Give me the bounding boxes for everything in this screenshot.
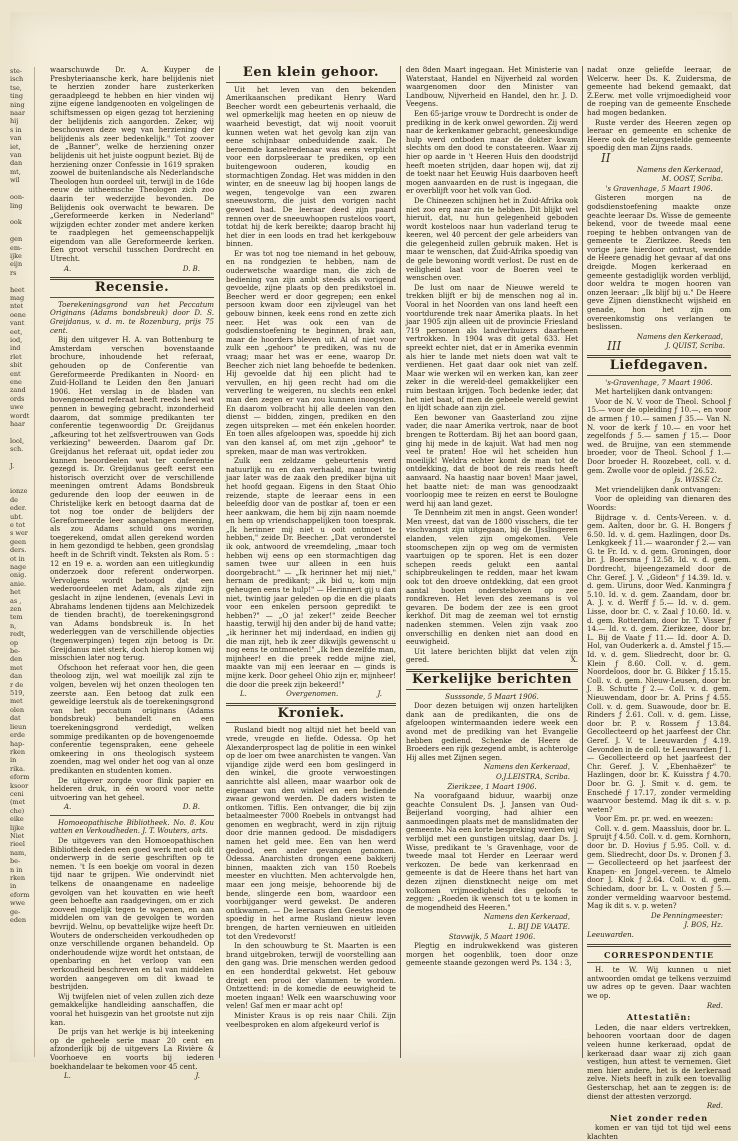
- strip-line: che): [10, 806, 25, 815]
- strip-line: eder.: [10, 504, 27, 513]
- paragraph: Plegtig en indrukwekkend was gisteren morgen het oogenblik, toen door onze gemeente staande gezongen werd Ps. 134 : 3,: [406, 941, 578, 968]
- strip-line: het: [10, 588, 21, 597]
- dateline: 's Gravenhage, 5 Maart 1906.: [605, 183, 713, 193]
- strip-line: ning: [10, 100, 25, 109]
- column-rule: [219, 66, 220, 1058]
- strip-line: ceni: [10, 789, 24, 798]
- strip-line: anie.: [10, 579, 27, 588]
- strip-line: (met: [10, 798, 26, 807]
- strip-line: lool,: [10, 436, 25, 445]
- strip-line: nage: [10, 562, 27, 571]
- paragraph: H. te W. Wij kunnen u niet antwoorden omdat ge telkens verzuimd uw adres op te geven. Daar wachten we op.: [587, 965, 731, 1000]
- strip-line: mt,: [10, 167, 21, 176]
- paragraph: Te Dennheim zit men in angst. Geen wonder! Men vreest, dat van de 1800 visschers, die ter vischvangst zijn uitgegaan, bij de IJsslingeren elanden, velen zijn omgekomen. Vele stoomschepen zijn op weg om de vermisten vaartuigen op te sporen. Het is een dozer schepen reeds gelukt een aantal schipbreukelingen te redden, maar het kwam ook tot den droeve ontdekking, dat een groot aantal booten ondersteboven op zee rondkreven. Het leven des zeemans is vol gevaren. De bodem der zee is een groot kerkhof. Dit mag de zeeman wel tot ernstig nadenken stemmen. Velen zijn vaak zoo onverschillig en denken niet aan dood en eeuwigheid.: [406, 508, 578, 647]
- paragraph: Coll. v. d. gem. Maassluis, door br. L. Spruijt ƒ 4.50. Coll. v. d. gem. Kornhorn, door br. D. Hovius ƒ 5.95. Coll. v. d. gem. Sliedrecht, door Ds. v. Dronen ƒ 3.— Gecollecteerd op het jaarfeest der Knapen- en Jongel.-vereen. te Almelo door J. Klok ƒ 2.64. Coll. v. d. gem. Schiedam, door br. L. v. Oosten ƒ 5.— zonder vermelding waarvoor bestemd. Mag ik dit s. v. p. weten?: [587, 823, 731, 911]
- dateline: Leeuwarden.: [587, 930, 634, 939]
- strip-line: rika.: [10, 764, 26, 773]
- signature: Namens den Kerkeraad,: [636, 165, 723, 174]
- paragraph: Na voorafgaand biduur, waarbij onze geachte Consulent Ds. J. Jansen van Oud-Beijerland voorging, had alhier een aanmoedingen plaats met de manslidmaten der gemeente. Na een korte bespreking werden wij verblijd met een gunstigen uitslag, daar Ds. J. Wisse, predikant te 's Gravenhage, voor de tweede maal tot Herder en Leeraar werd verkozen. De bede van kerkenraad en gemeente is dat de Heere thans het hart van dezen zijnen dienstknecht neige om met volkomen vrijmoedigheid des geloofs te zeggen: „Roeden ik wensch tot u te komen in de mogendheid des Heeren.": [406, 791, 578, 912]
- strip-line: eden: [10, 916, 27, 925]
- paragraph: Ofschoon het referaat voor hen, die geen theoloog zijn, wel wat moeilijk zal zijn te volgen, bevelen wij het onzen theologen ten zeerste aan. Een betoog dat zulk een geweldige leerstuk als de toerekeningsgrond van het peccatum originans (Adams bondsbreuk) behandelt en een toerekeningsgrond verdedigt, welken sommige predikanten op de bovengenoemde conferentie tegenspraken, eene geheele omkeering in ons theologisch systeem zoenden, mag wel onder het oog van al onze predikanten en studenten komen.: [50, 662, 214, 775]
- paragraph: Leden, die naar elders vertrekken, behooren voortaan door de dagen veleen hunne kerkeraad, opdat de kerkeraad daar waar zij zich gaan vestigen, hun attest te vernemen. Giet men hier andere, het is de kerkeraad zelve. Niets heeft in zulk een toevallig Gesterschap, het aan te zeggen is: de dienst der attesten verzorgd.: [587, 1022, 731, 1101]
- strip-line: ijke: [10, 251, 22, 260]
- strip-line: hap-: [10, 739, 25, 748]
- signature: Red.: [706, 1102, 723, 1111]
- strip-line: s wer: [10, 529, 28, 538]
- signature: Namens den Kerkeraad,: [483, 913, 570, 922]
- paragraph: Bij den uitgever H. A. van Bottenburg te Amsterdam verschen bovenstaande brochure, inhoudende het referaat, gehouden op de Conferentie van Gereformeerde Predikanten in Noord- en Zuid-Holland te Leiden den 8en Januari 1906. Het verslag in de bladen van bovengenoemd referaat heeft reeds heel wat pennen in beweging gebracht, inzonderheid daarom, dat sommige predikanten ter conferentie tegenwoordig Dr. Greijdanus „afkeuring tot het zelfsvertrouwen van Gods verkiezing" beweerden. Daarom gaf Dr. Greijdanus het referaat uit, opdat ieder zou kunnen beoordeelen wat ter conferentie gezegd is. Dr. Greijdanus geeft eerst een historisch overzicht over de verschillende meeningen omtrent Adams Bondsbreuk gedurende den loop der eeuwen in de Christelijke kerk en betoogt daarna dat de tot nog toe onder de belijders der Gereformeerde leer aangehangen meening, als zou Adams schuld ons worden toegerekend, omdat allen gerekend worden in hem gezondigd te hebben, geen grondslag heeft in de Schrift vindt. Teksten als Rom. 5 : 12 en 19 e. a. worden aan een uitlegkundig onderzoek door referent onderworpen. Vervolgens wordt betoogd dat een wederoordeelen met Adam, als zijnde zijn geslacht in zijne lendenen, (evenals Levi in Abrahams lendenen tijdens aan Melchizedek de tienden bracht), de toerekeningsgrond van Adams bondsbreuk is. In het wederleggen van de verschillende objecties (tegenwerpingen) tegen zijn betoog is Dr. Greijdanus niet sterk, doch hierop komen wij misschien later nog terug.: [50, 335, 214, 663]
- paragraph: Voor Em. pr. pr. wed. en weezen:: [595, 814, 714, 824]
- signature: M. OOST, Scriba.: [661, 175, 723, 184]
- signature: Red.: [706, 1001, 723, 1010]
- strip-line: redt,: [10, 630, 26, 639]
- strip-line: wil: [10, 176, 20, 185]
- divider: [587, 944, 731, 947]
- paragraph: Er was tot nog toe niemand in het gebouw, en na rondgezien te hebben, nam de ouderwetsche waardige man, die zich de bediening van zijn ambt steeds als vorigend gevoelde, zijne plaats op den predikstoel in. Beecher werd er door gegrepen; een enkel persoon kwam door een zijvleugel van het gebouw binnen, keek eens rond en zette zich neer. Het was ook een van de godsdienstoefening te beginnen, brak aan, maar de hoorders bleven uit. Al of niet voor zulk een „gehoor" te prediken, was nu de vraag; maar het was er eene, waarop Dr. Beecher zich niet lang behoefde te bedenken. Hij gevoelde dat hij een plicht had te vervullen, en hij geen recht had om die ververling te weigeren, nu slechts een enkel man den zegen er van zou kunnen inoogsten. En daarom volbracht hij alle deelen van den dienst — bidden, zingen, prediken en den zegen uitspreken — met één enkelen hoorder. En toen alles afgeloopen was, spoedde hij zich van den kansel af, om met zijn „gehoor" te spreken, maar de man was vertrokken.: [226, 248, 396, 456]
- strip-line: zen: [10, 605, 22, 613]
- strip-line: [10, 471, 34, 479]
- column-rule: [582, 66, 583, 1058]
- paragraph: Een 65-jarige vrouw te Dordrecht is onder de prediking in de kerk onwel geworden. Zij werd naar de kerkenkamer gebracht, geneeskundige hulp werd ontboden maar de dokter kwam slechts om den dood te constateeren. Waar zij hier op aarde in 't Heeren Huis den doodstrijd heeft moeten strijden, daar hopen wij, dat zij de toekt naar het Eeuwig Huis daarboven heeft mogen aanvaarden en de rust is ingegaan, die er overblijft voor het volk van God.: [406, 108, 578, 196]
- signature: A. D. B.: [64, 803, 200, 812]
- strip-line: naar: [10, 109, 26, 118]
- divider: [406, 689, 578, 690]
- heading-liefdegaven: Liefdegaven.: [609, 358, 709, 373]
- paragraph: Gisteren morgen na de godsdienstoefening maakte onze geachte leeraar Ds. Wisse de gemeente bekend, voor de tweede maal eene roeping te hebben ontvangen van de gemeente te Zierikzee. Reeds ten vorige jare hierdoor ontrust, wendde de Heere genadig het gevaar af dat ons dreigde. Mogen kerkeraad en gemeente gestadiglijk worden verblijd, door weldra te mogen hooren van onzen leeraar: „Ik blijf bij u." De Heere geve Zijnen dienstknecht wijsheid en genade, hon het zijn om overeenkomstig ons verlangen te beslissen.: [587, 193, 731, 332]
- strip-line: ntet: [10, 302, 24, 311]
- paragraph: De uitgevers van den Homoeopathischen Bibliotheek deden een goed werk met ook dit onderwerp in de serie geschriften op te nemen. 't Is een boekje om vooral in dezen tijd naar te grijpen. Wie ondervindt niet telkens de onaangename en nadeelige gevolgen van het kouvatten en wie heeft geen behoefte aan raadgevingen, om er zich zooveel mogelijk tegen te wapenen, en aan middelen om van de gevolgen te worden bevrijd. Welnu, op bevattelijke wijze heeft Dr. Wouters de onderscheiden verkoudheden op onze verschillende organen behandeld. Op onderhoudende wijze wordt het ontstaan, de openbaring en het verloop van een verkoudheid beschreven en tal van middelen worden aangegeven om dit kwaad te bestrijden.: [50, 836, 214, 992]
- signature: L. J.: [64, 1072, 200, 1081]
- strip-line: 519,: [10, 689, 25, 698]
- strip-line: [10, 479, 34, 487]
- previous-page-strip: [10, 67, 35, 1057]
- strip-line: gen: [10, 235, 23, 244]
- strip-line: in: [10, 882, 17, 891]
- handwritten-mark: III J. QUIST, Scriba.: [607, 339, 725, 354]
- signature: De Penningmeester:: [651, 911, 723, 920]
- book-title: Toerekeningsgrond van het Peccatum Originans (Adams bondsbreuk) door D. S. Greijdanus, v. d. m. te Rozenburg, prijs 75 cent.: [50, 299, 214, 335]
- strip-line: [10, 454, 34, 462]
- dateline: Susssonde, 5 Maart 1906.: [445, 691, 539, 701]
- paragraph: Zulk een zeldzame gebeurtenis werd natuurlijk nu en dan verhaald, maar twintig jaar later was de zaak den prediker bijna uit het hoofd gegaan. Eigens in den Staat Ohio reizende, stapte de leeraar eens in een beleefdig door van de postkar af, toen er een heer aankwam, die hem bij zijn naam noemde en hem op vriendschappelijken toon toesprak. „Ik herinner mij niet u ooit ontmoet te hebben," zeide Dr. Beecher. „Dat veronderstel ik ook, antwoord de vreemdeling, „maar toch hebben wij eens op een stormachtigen dag samen twee uur alleen in een huis doorgebracht." — „Ik herinner het mij niet," hernam de predikant; „ik bid u, kom mijn geheugen eens te hulp!" — Herinnert gij u dan niet, twintig jaar geleden op die en die plaats voor een enkelen persoon gepredikt te hebben?" — „O ja! zeker!" zeide Beecher haastig, terwijl hij den ander bij de hand vatte; „ik herinner het mij inderdaad, en indien gij die man zijt, heb ik zeer dikwijls gewenscht u nog eens te ontmoeten!" „Ik ben dezelfde man, mijnheer! en die preek redde mijne ziel, maakte van mij een leeraar en — ginds is mijne kerk. Door geheel Ohio zijn er, mijnheer! die door die preek zijn bekeerd!": [226, 456, 396, 689]
- strip-line: s in: [10, 125, 22, 134]
- strip-line: van: [10, 134, 22, 143]
- strip-line: met: [10, 663, 23, 672]
- strip-line: sch.: [10, 445, 24, 454]
- heading-attestatien: Attestatiën:: [626, 1012, 692, 1023]
- strip-line: onig.: [10, 571, 27, 580]
- newspaper-page: [10, 12, 732, 1141]
- strip-line: isch: [10, 75, 24, 84]
- paragraph: Voor de N. V. voor de Theol. School ƒ 15.— voor de opleiding ƒ 10.—, en voor de armen ƒ 10.— samen ƒ 35.— Van N. N. voor de kerk ƒ 10.— en voor het zegelfonds ƒ 5.— samen ƒ 15.— Door wed. de Bruijne, van een stemmende broeder, voor de Theol. School ƒ 1.— Door broeder H. Roozebeet, coll. v. d. gem. Zwolle voor de opleid. ƒ 26.52.: [587, 396, 731, 475]
- divider: [50, 297, 214, 298]
- column-3: [406, 66, 578, 1058]
- paragraph: Uit het leven van den bekenden Amerikaanschen predikant Henry Ward Beecher wordt een gebeurtenis verhaald, die wel opmerkelijk mag heeten en op nieuw de waarheid bevestigt, dat wij nooit vooruit kunnen weten wat het gevolg kan zijn van eene schijnbaar onbeduidende zaak. De beroemde kanselredenaar was eens verplicht voor een dorpsleeraar te prediken, op een buitengewoon ouderen, koudig en stormachtigen Zondag. Het was midden in den winter, en de sneeuw lag bij hoopen langs de wegen, tengevolge van een zwaren sneeuwstorm, die juist den vorigen nacht gewoed had. De leeraar deed zijn paard rennen over de sneeuwhoopen rusteloos voort, totdat hij de kerk bereikte; daarop bracht hij het dier in een loods en trad het kerkgebouw binnen.: [226, 84, 396, 249]
- article-intro: waarschuwde Dr. A. Kuyper de Presbyteriaansche kerk, hare belijdenis niet te herzien zonder hare zusterkerken geraadpleegd te hebben en hier vinden wij zijne eigene landgenooten en volgelingen de schiftsmessen op eigen gezag tot herziening der belijdenis zich aangorden. Zeker, wij beschouwen deze weg van herziening der belijdenis als zeer bedenkelijk." Tot zoover de „Banner", welke de herziening onzer belijdenis uit het juiste oogpunt beziet. Bij de herziening onzer Confessie in 1619 spraken zoowel de buitenlandsche als Nederlandsche Theologen hun oordeel uit, terwijl in de 16de eeuw de uitheemsche Theologen zich zoo daarin ter wederzijde bevonden. De Belijdenis ook overwacht te bewaren. De „Gereformeerde kerken in Nederland" wijzigden echter zonder met andere kerken te raadplegen het gemeenschappelijk eigendom van alle Gereformeerde kerken. Een groot verschil tusschen Dordrecht en Utrecht.: [50, 65, 214, 264]
- strip-line: ksoor: [10, 781, 29, 790]
- strip-line: ot in: [10, 554, 25, 563]
- strip-line: rlet: [10, 352, 22, 361]
- strip-line: as ,: [10, 596, 22, 605]
- strip-line: [10, 185, 34, 193]
- strip-line: van: [10, 151, 22, 160]
- strip-line: eijn: [10, 260, 23, 269]
- strip-line: oon-: [10, 193, 25, 202]
- paragraph: De prijs van het werkje is bij inteekening op de geheele serie maar 20 cent en afzonderlijk bij de uitgevers La Rivière & Voorhoeve en voorts bij iederen boekhandelaar te bekomen voor 45 cent.: [50, 1027, 214, 1071]
- strip-line: [10, 277, 34, 285]
- strip-line: eform: [10, 890, 30, 899]
- paragraph: De lust om naar de Nieuwe wereld te trekken blijft er bij de menschen nog al in. Vooral in het Noorden van ons land heeft een voortdurende trek naar Amerika plaats. In het jaar 1905 zijn alleen uit de provincie Friesland 719 personen als landverhuizers daarheen vertrokken. In 1904 was dit getal 633. Het spreekt echter niet, dat er in Amerika evenmin als hier te lande met niets doen wat valt te verdienen. Het gaat daar ook niet van zelf. Maar wie werken wil en werken kan, kan zeer zeker in die wereld-deel gemakkelijker een ruim bestaan krijgen. Toch bedenke ieder, dat het niet baat, of men de gebeele wereld gewint en lijdt schade aan zijn ziel.: [406, 282, 578, 413]
- strip-line: den: [10, 655, 23, 664]
- column-1: [50, 65, 214, 1081]
- strip-line: op: [10, 638, 19, 647]
- dateline: Zierikzee, 1 Maart 1906.: [447, 781, 537, 791]
- strip-line: met: [10, 697, 23, 706]
- paragraph: Met hartelijken dank ontvangen:: [595, 387, 713, 397]
- strip-line: lieun: [10, 722, 27, 731]
- strip-line: r de: [10, 680, 24, 689]
- paragraph: nadat onze geliefde leeraar, de Welcerw. heer Ds. K. Zuidersma, de gemeente had bekend gemaakt, dat Z.Eerw. met volle vrijmoedigheid voor de roeping van de gemeente Enschede had mogen bedanken.: [587, 65, 731, 117]
- paragraph: De Chineezen schijnen het in Zuid-Afrika ook niet zoo erg naar zin te hebben. Dit blijkt wel hieruit, dat, nu hun gelegenheid geboden wordt kosteloos naar hun vaderland terug te keeren, wel 40 percent der gele arbeiders van die gelegenheid zullen gebruik maken. Het is maar te wenschen, dat Zuid-Afrika spoedig van de gele bewoning wordt verlost. De rust en de veiligheid laat voor de Boeren veel te wenschen over.: [406, 195, 578, 283]
- strip-line: ene: [10, 378, 22, 387]
- strip-line: Niet: [10, 831, 25, 840]
- divider: [587, 962, 731, 963]
- strip-line: tse,: [10, 83, 22, 92]
- handwritten-mark: II: [601, 150, 611, 165]
- column-rule: [400, 66, 401, 1058]
- strip-line: [10, 210, 34, 218]
- strip-line: [10, 428, 34, 436]
- strip-line: nam,: [10, 848, 27, 857]
- paragraph: Voor de opleiding van dienaren des Woords:: [587, 494, 731, 512]
- paragraph: Ruste verder des Heeren zegen op leeraar en gemeente en schenke de Heere ook de teleurgestelde gemeente spoedig den man Zijns raads.: [587, 117, 731, 153]
- strip-line: mag: [10, 293, 25, 302]
- strip-line: in: [10, 756, 17, 765]
- heading-kerkelijke-berichten: Kerkelijke berichten: [411, 671, 573, 687]
- heading-recensie: Recensie.: [94, 280, 170, 296]
- signature: Js. WISSE Cz.: [674, 476, 723, 485]
- strip-line: em-: [10, 243, 23, 252]
- signature: Namens den Kerkeraad,: [483, 763, 570, 772]
- strip-line: eet,: [10, 327, 23, 336]
- paragraph: Rusland biedt nog altijd niet het beeld van vrede, vreugde en liefde. Odessa. Op het Alexanderprospect lag de politie in een winkel op de loer om twee anarchisten te vangen. Van vijandige zijde werd een bom geslingerd in den winkel, die groote verwoestingen aanrichtte alsl alleen, maar waarbor ook de eigenaar van den winkel en een bediende zwaar gewond werden. De daders wisten te ontkomen. Tiflis. Een ontvanger, die bij zijn betaalmeester 7000 Roebels in ontvangst had genomen en wegbracht, werd in zijn rijtuig door drie mannen gedood. De misdadigers namen het geld mee. Een van hen werd gedood, een ander gevangen genomen. Odessa. Anarchisten drongen eene bakkerij binnen, maakten zich van 150 Roebels meester en vluchtten. Men achtervolgde hen, maar een jong meisje, behoorende bij de bende, slingerde een bom, waardoor een voorbijganger werd gewekst. De anderen ontkwamen. — De leeraars den Geestes moge spoedig in het arme Rusland nieuw leven brengen, de harten vernieuwen en uitleiden tot den Vredevorst!: [226, 725, 396, 941]
- strip-line: e tot: [10, 520, 26, 529]
- paragraph: In den schouwburg te St. Maarten is een brand uitgebroken, terwijl de voorstelling aan den gang was. Drie menschen werden gedood en een honderdtal gekwetst. Het gebouw dreigt een prooi der vlammen te worden. Ontzettend: in de komedie de eeuwigheid te moeten ingaan! Welk een waarschuwing voor velen! Gaf men er maar acht op!: [226, 941, 396, 1011]
- divider: [50, 815, 214, 816]
- paragraph: Wij twijfelen niet of velen zullen zich deze gemakkelijke handleiding aanschaffen, die vooral het huisgezin van het grootste nut zijn kan.: [50, 991, 214, 1027]
- strip-line: wordt: [10, 411, 30, 420]
- strip-line: heet: [10, 285, 25, 294]
- strip-line: dan: [10, 672, 23, 681]
- strip-line: ords: [10, 394, 25, 403]
- strip-line: iet,: [10, 142, 21, 151]
- strip-line: ling: [10, 201, 23, 210]
- paragraph: Met vriendelijken dank ontvangen:: [595, 484, 721, 494]
- strip-line: ting: [10, 92, 24, 101]
- strip-line: haar: [10, 420, 26, 429]
- strip-line: be-: [10, 647, 21, 656]
- divider: [226, 722, 396, 723]
- strip-line: [10, 227, 34, 235]
- strip-line: ders.: [10, 546, 27, 555]
- strip-line: be-: [10, 857, 21, 866]
- strip-line: zand: [10, 386, 26, 395]
- book-title: Homoeopathische Bibliotheek. No. 8. Kou vatten en Verkoudheden. J. T. Wouters, arts.: [50, 817, 214, 836]
- paragraph: den 8den Maart ingegaan. Het Ministerie van Waterstaat, Handel en Nijverheid zal worden waargenomen door den Minister van Landbouw, Nijverheid en Handel, den hr. J. D. Veegens.: [406, 65, 578, 109]
- strip-line: rs: [10, 268, 17, 277]
- strip-line: rken: [10, 874, 26, 882]
- strip-line: n in: [10, 865, 23, 874]
- strip-line: tem: [10, 613, 23, 622]
- strip-line: de: [10, 495, 19, 504]
- strip-line: ent: [10, 369, 21, 378]
- dateline: 's-Gravenhage, 7 Maart 1906.: [605, 377, 713, 387]
- strip-line: n,: [10, 621, 17, 630]
- divider: [587, 375, 731, 376]
- strip-line: ste-: [10, 67, 22, 75]
- strip-line: eike: [10, 815, 24, 824]
- paragraph: Een bewoner van Gaasterland zou zijne vader, die naar Amerika vertrok, naar de boot brengen te Rotterdam. Bij het aan boord gaan, ging hij mede in de kajuit. Wat had men nog veel te praten! Hoe wil het scheiden hun moeilijk! Weldra echter komt de man tot de ontdekking, dat de boot de reis reeds heeft aanvaard. Na haastig naar boven! Maar jawel, het baatte niet: de man was genoodzaakt voorloopig mee te reizen en eerst te Boulogne werd hij aan land gezet.: [406, 412, 578, 508]
- strip-line: sbit: [10, 361, 23, 370]
- strip-line: ionze: [10, 487, 28, 496]
- heading-kroniek: Kroniek.: [277, 705, 345, 721]
- strip-line: J.: [10, 462, 15, 471]
- strip-line: uwe: [10, 403, 24, 412]
- strip-line: vant: [10, 319, 25, 328]
- heading-niet-zonder-reden: Niet zonder reden: [609, 1112, 709, 1123]
- strip-line: rken: [10, 747, 26, 756]
- strip-line: ind: [10, 344, 21, 353]
- signature: L. Overgenomen. J.: [240, 690, 382, 699]
- paragraph: Door dezen betuigen wij onzen hartelijken dank aan de predikanten, die ons de afgeloopen wintermaanden iedere week een avond met de prediking van het Evangelie hebben gediend. Schenke de Heere de Broeders een rijk gezegend ambt, is achterolge Hij alles met Zijnen segen.: [406, 701, 578, 762]
- strip-line: erde: [10, 731, 25, 740]
- signature: A. D. B.: [64, 264, 200, 273]
- strip-line: wwe: [10, 899, 25, 908]
- heading-correspondentie: CORRESPONDENTIE: [604, 949, 714, 960]
- strip-line: ge-: [10, 907, 21, 916]
- signature: Namens den Kerkeraad,: [636, 332, 723, 341]
- signature: J. BOS, Hz.: [684, 921, 723, 930]
- strip-line: ubt.: [10, 512, 24, 521]
- column-4: [587, 65, 731, 1141]
- paragraph: Bijdrage v. d. Cents-Vereen. v. d. gem. Aalten, door br. G. H. Bongers ƒ 6.50. Id. v. d. gem. Hazlingen, door Ds. Lenkgkeek ƒ 11.— waaronder ƒ 2.— van G. te Fr. Id. v. d. gem. Groningen, door br. J. Boersma ƒ 12.58. Id. v. d. gem. Dordrecht, bijeengezameld door de Chr. Geref. J. V. „Gideon" ƒ 14.39. Id. v. d. gem. Uiruns, door Wed. Kanmingra ƒ 5.10. Id. v. d. gem. Zaandam, door br. A. J. v. d. Werff ƒ 5.— Id. v. d. gem. Lisse, door br. C. v. Zaal ƒ 10.60. Id. v. d. gem. Rotterdam, door br. T. Visser ƒ 14.— Id. v. d. gem. Zierikzee, door br. L. Bij de Vaate ƒ 11.— Id. door A. D. Hol, van Ouderkerk a. d. Amstel ƒ 15.— Id. v. d. gem. Sliedrecht, door br. G. Klein ƒ 8.60. Coll. v. d. gem. Noordeloos, door br. G. Bikker ƒ 15.15. Coll. v. d. gem. Nieuw-Leusen, door br. J. B. Schutte ƒ 2.— Coll. v. d. gem. Nieuwendam, door br. A. Prins ƒ 4.55. Coll. v. d. gem. Suawoude, door br. E. Rinders ƒ 2.61. Coll. v. d. gem. Lisse, door br. P. v. Rossem ƒ 13.84. Gecollecteerd op het jaarfeest der Chr. Geref. J. V. te Leeuwarden ƒ 4.19. Gevonden in de coll. te Leeuwarden ƒ 1.— Gecollecteerd op het jaarfeest der Chr. Geref. J. V. „Ebenhaëzer" te Hazlingen, door br. K. Kuisstra ƒ 4.70. Door br. G. J. Smit v. d. gem. te Enschedé ƒ 17.17, zonder vermelding waarvoor bestemd. Mag ik dit s. v. p. weten?: [587, 512, 731, 814]
- column-2: [226, 66, 396, 1058]
- strip-line: eform: [10, 773, 30, 782]
- strip-line: dat: [10, 714, 21, 723]
- signature: L. BIJ DE VAATE.: [508, 923, 570, 931]
- dateline: Stavwijk, 5 Maart 1906.: [448, 931, 536, 941]
- paragraph: Uit latere berichten blijkt dat velen zijn gered. X.: [406, 646, 578, 665]
- strip-line: hij: [10, 117, 19, 126]
- strip-line: iod,: [10, 336, 23, 344]
- strip-line: dan: [10, 159, 23, 168]
- paragraph: De uitgever zorgde voor flink papier en helderen druk, in één woord voor nette uitvoering van het geheel.: [50, 775, 214, 802]
- strip-line: oene: [10, 310, 26, 319]
- divider: [226, 82, 396, 83]
- heading-een-klein-gehoor: Een klein gehoor.: [242, 65, 380, 80]
- strip-line: geen: [10, 537, 27, 546]
- strip-line: rieel: [10, 840, 25, 849]
- paragraph: komen er van tijd tot tijd wel eens klachten: [587, 1123, 731, 1141]
- strip-line: lijke: [10, 823, 24, 832]
- signature: O.J.LEISTRA, Scriba.: [496, 772, 570, 781]
- strip-line: olen: [10, 705, 25, 714]
- strip-line: ook: [10, 218, 22, 227]
- paragraph: Minister Kraus is op reis naar Chili. Zijn veelbesproken en alom afgekeurd verlof is: [226, 1010, 396, 1029]
